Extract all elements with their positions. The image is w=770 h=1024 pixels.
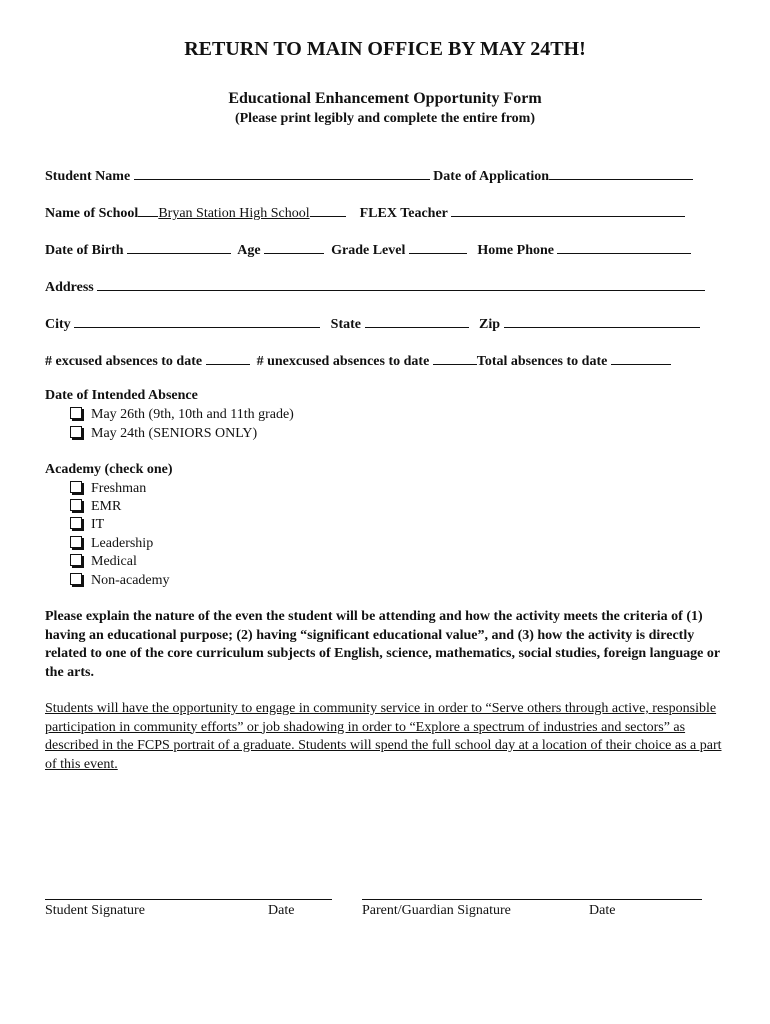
absences-row xyxy=(45,351,671,370)
checkbox[interactable] xyxy=(70,517,82,529)
academy-option[interactable]: Medical xyxy=(70,553,137,570)
age-field[interactable] xyxy=(264,240,324,254)
excused-absences-label: # excused absences to date xyxy=(45,354,203,369)
checkbox[interactable] xyxy=(70,407,82,419)
grade-level-label: Grade Level xyxy=(331,243,406,258)
academy-heading: Academy (check one) xyxy=(45,462,173,477)
home-phone-label: Home Phone xyxy=(477,243,554,258)
address-field[interactable] xyxy=(97,277,705,291)
state-field[interactable] xyxy=(365,314,469,328)
date-of-birth-field[interactable] xyxy=(127,240,231,254)
explanation-response[interactable]: Students will have the opportunity to engage in community service in order to “Serve others through active, responsible participation in community efforts” or job shadowing in order to “Explore a spectrum of industries and sectors” as described in the FCPS portrait of a graduate. Students will spend the full school day at a location of their choice as a part of this event. xyxy=(45,701,722,772)
academy-option[interactable]: EMR xyxy=(70,498,121,515)
zip-field[interactable] xyxy=(504,314,700,328)
checkbox[interactable] xyxy=(70,554,82,566)
school-value[interactable]: Bryan Station High School xyxy=(158,206,310,221)
checkbox[interactable] xyxy=(70,573,82,585)
checkbox[interactable] xyxy=(70,536,82,548)
state-label: State xyxy=(330,317,361,332)
checkbox[interactable] xyxy=(70,499,82,511)
age-label: Age xyxy=(237,243,261,258)
intended-absence-option[interactable]: May 24th (SENIORS ONLY) xyxy=(70,425,257,442)
student-date-label: Date xyxy=(268,903,295,918)
academy-option[interactable]: IT xyxy=(70,516,104,533)
excused-absences-field[interactable] xyxy=(206,351,250,365)
academy-option[interactable]: Leadership xyxy=(70,535,153,552)
academy-option[interactable]: Non-academy xyxy=(70,572,170,589)
student-name-row xyxy=(45,166,693,185)
total-absences-label: Total absences to date xyxy=(476,354,608,369)
school-row xyxy=(45,203,685,222)
parent-date-label: Date xyxy=(589,903,616,918)
grade-level-field[interactable] xyxy=(409,240,467,254)
parent-signature-line[interactable] xyxy=(362,899,702,900)
date-of-birth-label: Date of Birth xyxy=(45,243,124,258)
total-absences-field[interactable] xyxy=(611,351,671,365)
zip-label: Zip xyxy=(479,317,501,332)
dob-row xyxy=(45,240,691,259)
checkbox[interactable] xyxy=(70,426,82,438)
flex-teacher-field[interactable] xyxy=(451,203,685,217)
checkbox[interactable] xyxy=(70,481,82,493)
form-title: Educational Enhancement Opportunity Form xyxy=(228,90,542,107)
city-label: City xyxy=(45,317,71,332)
intended-absence-heading: Date of Intended Absence xyxy=(45,388,198,403)
address-row xyxy=(45,277,705,296)
home-phone-field[interactable] xyxy=(557,240,691,254)
city-field[interactable] xyxy=(74,314,320,328)
form-instructions: (Please print legibly and complete the entire from) xyxy=(234,111,536,126)
student-signature-label: Student Signature xyxy=(45,903,145,918)
academy-option[interactable]: Freshman xyxy=(70,480,146,497)
date-of-application-field[interactable] xyxy=(549,166,693,180)
date-of-application-label: Date of Application xyxy=(433,169,550,184)
parent-signature-label: Parent/Guardian Signature xyxy=(362,903,511,918)
explanation-prompt: Please explain the nature of the even the student will be attending and how the activity meets the criteria of (1) having an educational purpose; (2) having “significant educational value”, and (3) how the activity is directly related to one of the core curriculum subjects of English, science, mathematics, social studies, foreign language or the arts. xyxy=(45,609,720,680)
address-label: Address xyxy=(45,280,94,295)
student-signature-line[interactable] xyxy=(45,899,332,900)
intended-absence-option[interactable]: May 26th (9th, 10th and 11th grade) xyxy=(70,406,294,423)
flex-teacher-label: FLEX Teacher xyxy=(359,206,448,221)
student-name-label: Student Name xyxy=(45,169,131,184)
city-row xyxy=(45,314,700,333)
page-title: RETURN TO MAIN OFFICE BY MAY 24TH! xyxy=(184,38,586,60)
unexcused-absences-field[interactable] xyxy=(433,351,477,365)
unexcused-absences-label: # unexcused absences to date xyxy=(256,354,430,369)
name-of-school-label: Name of School xyxy=(45,206,139,221)
student-name-field[interactable] xyxy=(134,166,430,180)
